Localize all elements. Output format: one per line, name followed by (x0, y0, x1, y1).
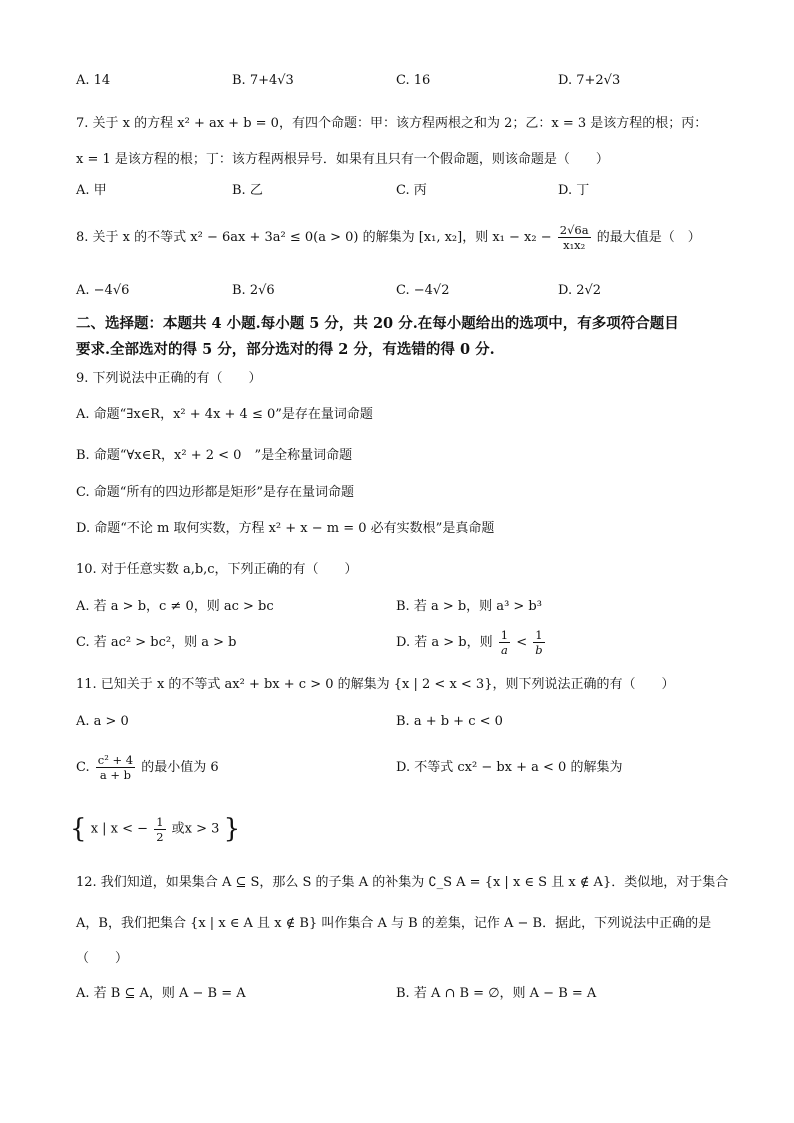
q8-option-b: B. 2√6 (232, 283, 275, 298)
q11-option-c-numerator: c² + 4 (97, 753, 134, 767)
q10-option-d-text: D. 若 a > b，则 (396, 635, 493, 650)
q10-option-d (396, 625, 547, 661)
q6-option-d: D. 7+2√3 (558, 73, 621, 88)
q11-set-denominator: 2 (156, 829, 164, 844)
q9-option-a: A. 命题“∃x∈R，x² + 4x + 4 ≤ 0”是存在量词命题 (76, 407, 373, 422)
q11-set-numerator: 1 (156, 814, 164, 829)
q10-less-than: < (516, 635, 528, 650)
q8-fraction-denominator: x₁x₂ (563, 238, 586, 252)
q11-option-a: A. a > 0 (76, 714, 129, 729)
q12-option-a: A. 若 B ⊆ A，则 A − B = A (76, 986, 246, 1001)
q10-fraction-1 (499, 628, 510, 657)
q10-option-a: A. 若 a > b，c ≠ 0，则 ac > bc (76, 599, 274, 614)
q11-stem: 11. 已知关于 x 的不等式 ax² + bx + c > 0 的解集为 {x | 2 < x < 3}，则下列说法正确的有（ ） (76, 677, 675, 692)
q6-option-a: A. 14 (76, 73, 111, 88)
q12-stem-line2: A，B，我们把集合 {x | x ∈ A 且 x ∉ B} 叫作集合 A 与 B 的差集，记作 A − B．据此，下列说法中正确的是 (76, 916, 712, 931)
q8-option-a: A. −4√6 (76, 283, 130, 298)
q10-fraction-2 (533, 628, 544, 657)
left-brace: { (70, 814, 87, 844)
q10-fraction-1-numerator: 1 (500, 628, 509, 642)
q7-stem-line2: x = 1 是该方程的根；丁：该方程两根异号．如果有且只有一个假命题，则该命题是（ ） (76, 152, 609, 167)
right-brace: } (223, 814, 241, 844)
q12-stem-line3: （ ） (76, 951, 129, 966)
q11-option-c (76, 749, 219, 787)
q7-option-c: C. 丙 (396, 183, 427, 198)
q12-stem-line1: 12. 我们知道，如果集合 A ⊆ S，那么 S 的子集 A 的补集为 ∁_S A = {x | x ∈ S 且 x ∉ A}．类似地，对于集合 (76, 875, 729, 890)
q11-set-before: x | x < − (90, 821, 149, 837)
q8-fraction (558, 223, 591, 252)
q8-stem (76, 220, 701, 256)
q8-stem-before: 8. 关于 x 的不等式 x² − 6ax + 3a² ≤ 0(a > 0) 的解集为 [x₁, x₂]，则 x₁ − x₂ − (76, 230, 552, 245)
q7-stem-line1: 7. 关于 x 的方程 x² + ax + b = 0，有四个命题：甲：该方程两根之和为 2；乙：x = 3 是该方程的根；丙： (76, 116, 708, 131)
q8-fraction-numerator: 2√6a (559, 223, 589, 237)
q10-fraction-2-numerator: 1 (535, 628, 543, 642)
q7-option-a: A. 甲 (76, 183, 107, 198)
q7-option-d: D. 丁 (558, 183, 590, 198)
q10-stem: 10. 对于任意实数 a,b,c，下列正确的有（ ） (76, 562, 358, 577)
q10-fraction-1-denominator: a (500, 643, 508, 657)
q6-option-c: C. 16 (396, 73, 431, 88)
q7-option-b: B. 乙 (232, 183, 263, 198)
q11-option-c-text: 的最小值为 6 (141, 760, 219, 775)
q11-option-d-set (70, 809, 240, 850)
q9-stem: 9. 下列说法中正确的有（ ） (76, 371, 262, 386)
q11-option-c-fraction (96, 753, 135, 782)
q9-option-d: D. 命题“不论 m 取何实数，方程 x² + x − m = 0 必有实数根”是真命题 (76, 521, 495, 536)
section2-heading-line2: 要求.全部选对的得 5 分，部分选对的得 2 分，有选错的得 0 分. (76, 341, 495, 358)
q8-option-c: C. −4√2 (396, 283, 450, 298)
q11-option-c-denominator: a + b (99, 768, 132, 782)
q10-fraction-2-denominator: b (535, 643, 543, 657)
q9-option-b: B. 命题“∀x∈R，x² + 2 < 0 ”是全称量词命题 (76, 448, 353, 463)
q11-option-c-label: C. (76, 760, 90, 775)
q10-option-b: B. 若 a > b，则 a³ > b³ (396, 599, 542, 614)
q8-option-d: D. 2√2 (558, 283, 602, 298)
q6-option-b: B. 7+4√3 (232, 73, 294, 88)
q11-option-d: D. 不等式 cx² − bx + a < 0 的解集为 (396, 760, 623, 775)
q9-option-c: C. 命题“所有的四边形都是矩形”是存在量词命题 (76, 485, 355, 500)
q12-option-b: B. 若 A ∩ B = ∅，则 A − B = A (396, 986, 597, 1001)
q10-option-c: C. 若 ac² > bc²，则 a > b (76, 635, 237, 650)
q11-set-fraction (154, 815, 165, 844)
q8-stem-after: 的最大值是（ ） (596, 230, 701, 245)
section2-heading-line1: 二、选择题：本题共 4 小题.每小题 5 分，共 20 分.在每小题给出的选项中，有多项符合题目 (76, 315, 679, 332)
q11-option-b: B. a + b + c < 0 (396, 714, 503, 729)
q11-set-after: 或x > 3 (171, 821, 220, 837)
